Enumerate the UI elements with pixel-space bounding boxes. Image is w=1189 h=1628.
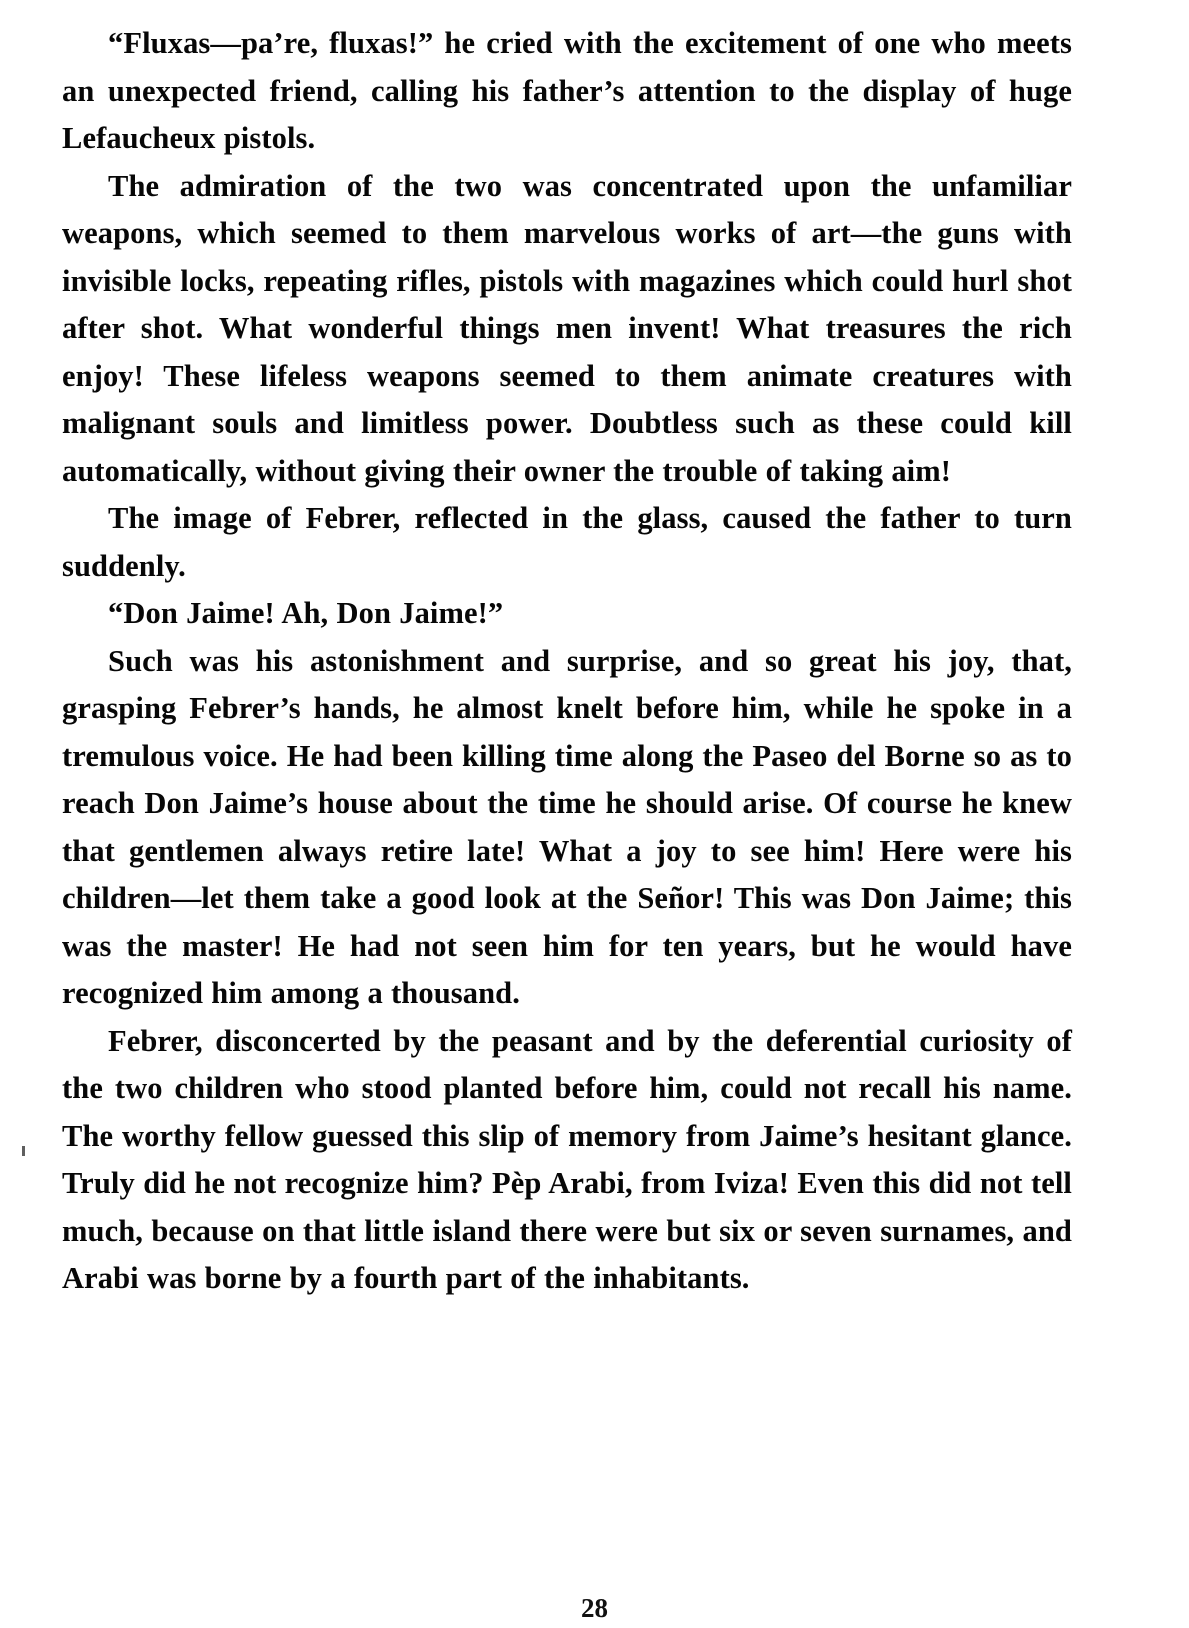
paragraph-5: Such was his astonishment and surprise, and so great his joy, that, grasping Febrer’s hands, he almost knelt before him, while he spoke in a tremulous voice. He had been killing time along the Paseo del Borne so as to reach Don Jaime’s house about the time he should arise. Of course he knew that gentlemen always retire late! What a joy to see him! Here were his children—let them take a good look at the Señor! This was Don Jaime; this was the master! He had not seen him for ten years, but he would have recognized him among a thousand. xyxy=(62,643,1072,1010)
paragraph-1: “Fluxas—pa’re, fluxas!” he cried with the excitement of one who meets an unexpected friend, calling his father’s attention to the display of huge Lefaucheux pistols. xyxy=(62,26,1072,155)
page-speck xyxy=(22,1146,25,1156)
paragraph-4-dialogue: “Don Jaime! Ah, Don Jaime!” xyxy=(108,596,504,630)
paragraph-2: The admiration of the two was concentrated upon the unfamiliar weapons, which seemed to them marvelous works of art—the guns with invisible locks, repeating rifles, pistols with magazines which could hurl shot after shot. What wonderful things men invent! What treasures the rich enjoy! These lifeless weapons seemed to them animate creatures with malignant souls and limitless power. Doubtless such as these could kill automatically, without giving their owner the trouble of taking aim! xyxy=(62,168,1072,488)
body-text-column xyxy=(62,20,1072,1303)
paragraph-3: The image of Febrer, reflected in the glass, caused the father to turn suddenly. xyxy=(62,501,1072,583)
page-number: 28 xyxy=(581,1593,608,1623)
paragraph-6: Febrer, disconcerted by the peasant and by the deferential curiosity of the two children who stood planted before him, could not recall his name. The worthy fellow guessed this slip of memory from Jaime’s hesitant glance. Truly did he not recognize him? Pèp Arabi, from Iviza! Even this did not tell much, because on that little island there were but six or seven surnames, and Arabi was borne by a fourth part of the inhabitants. xyxy=(62,1023,1072,1295)
